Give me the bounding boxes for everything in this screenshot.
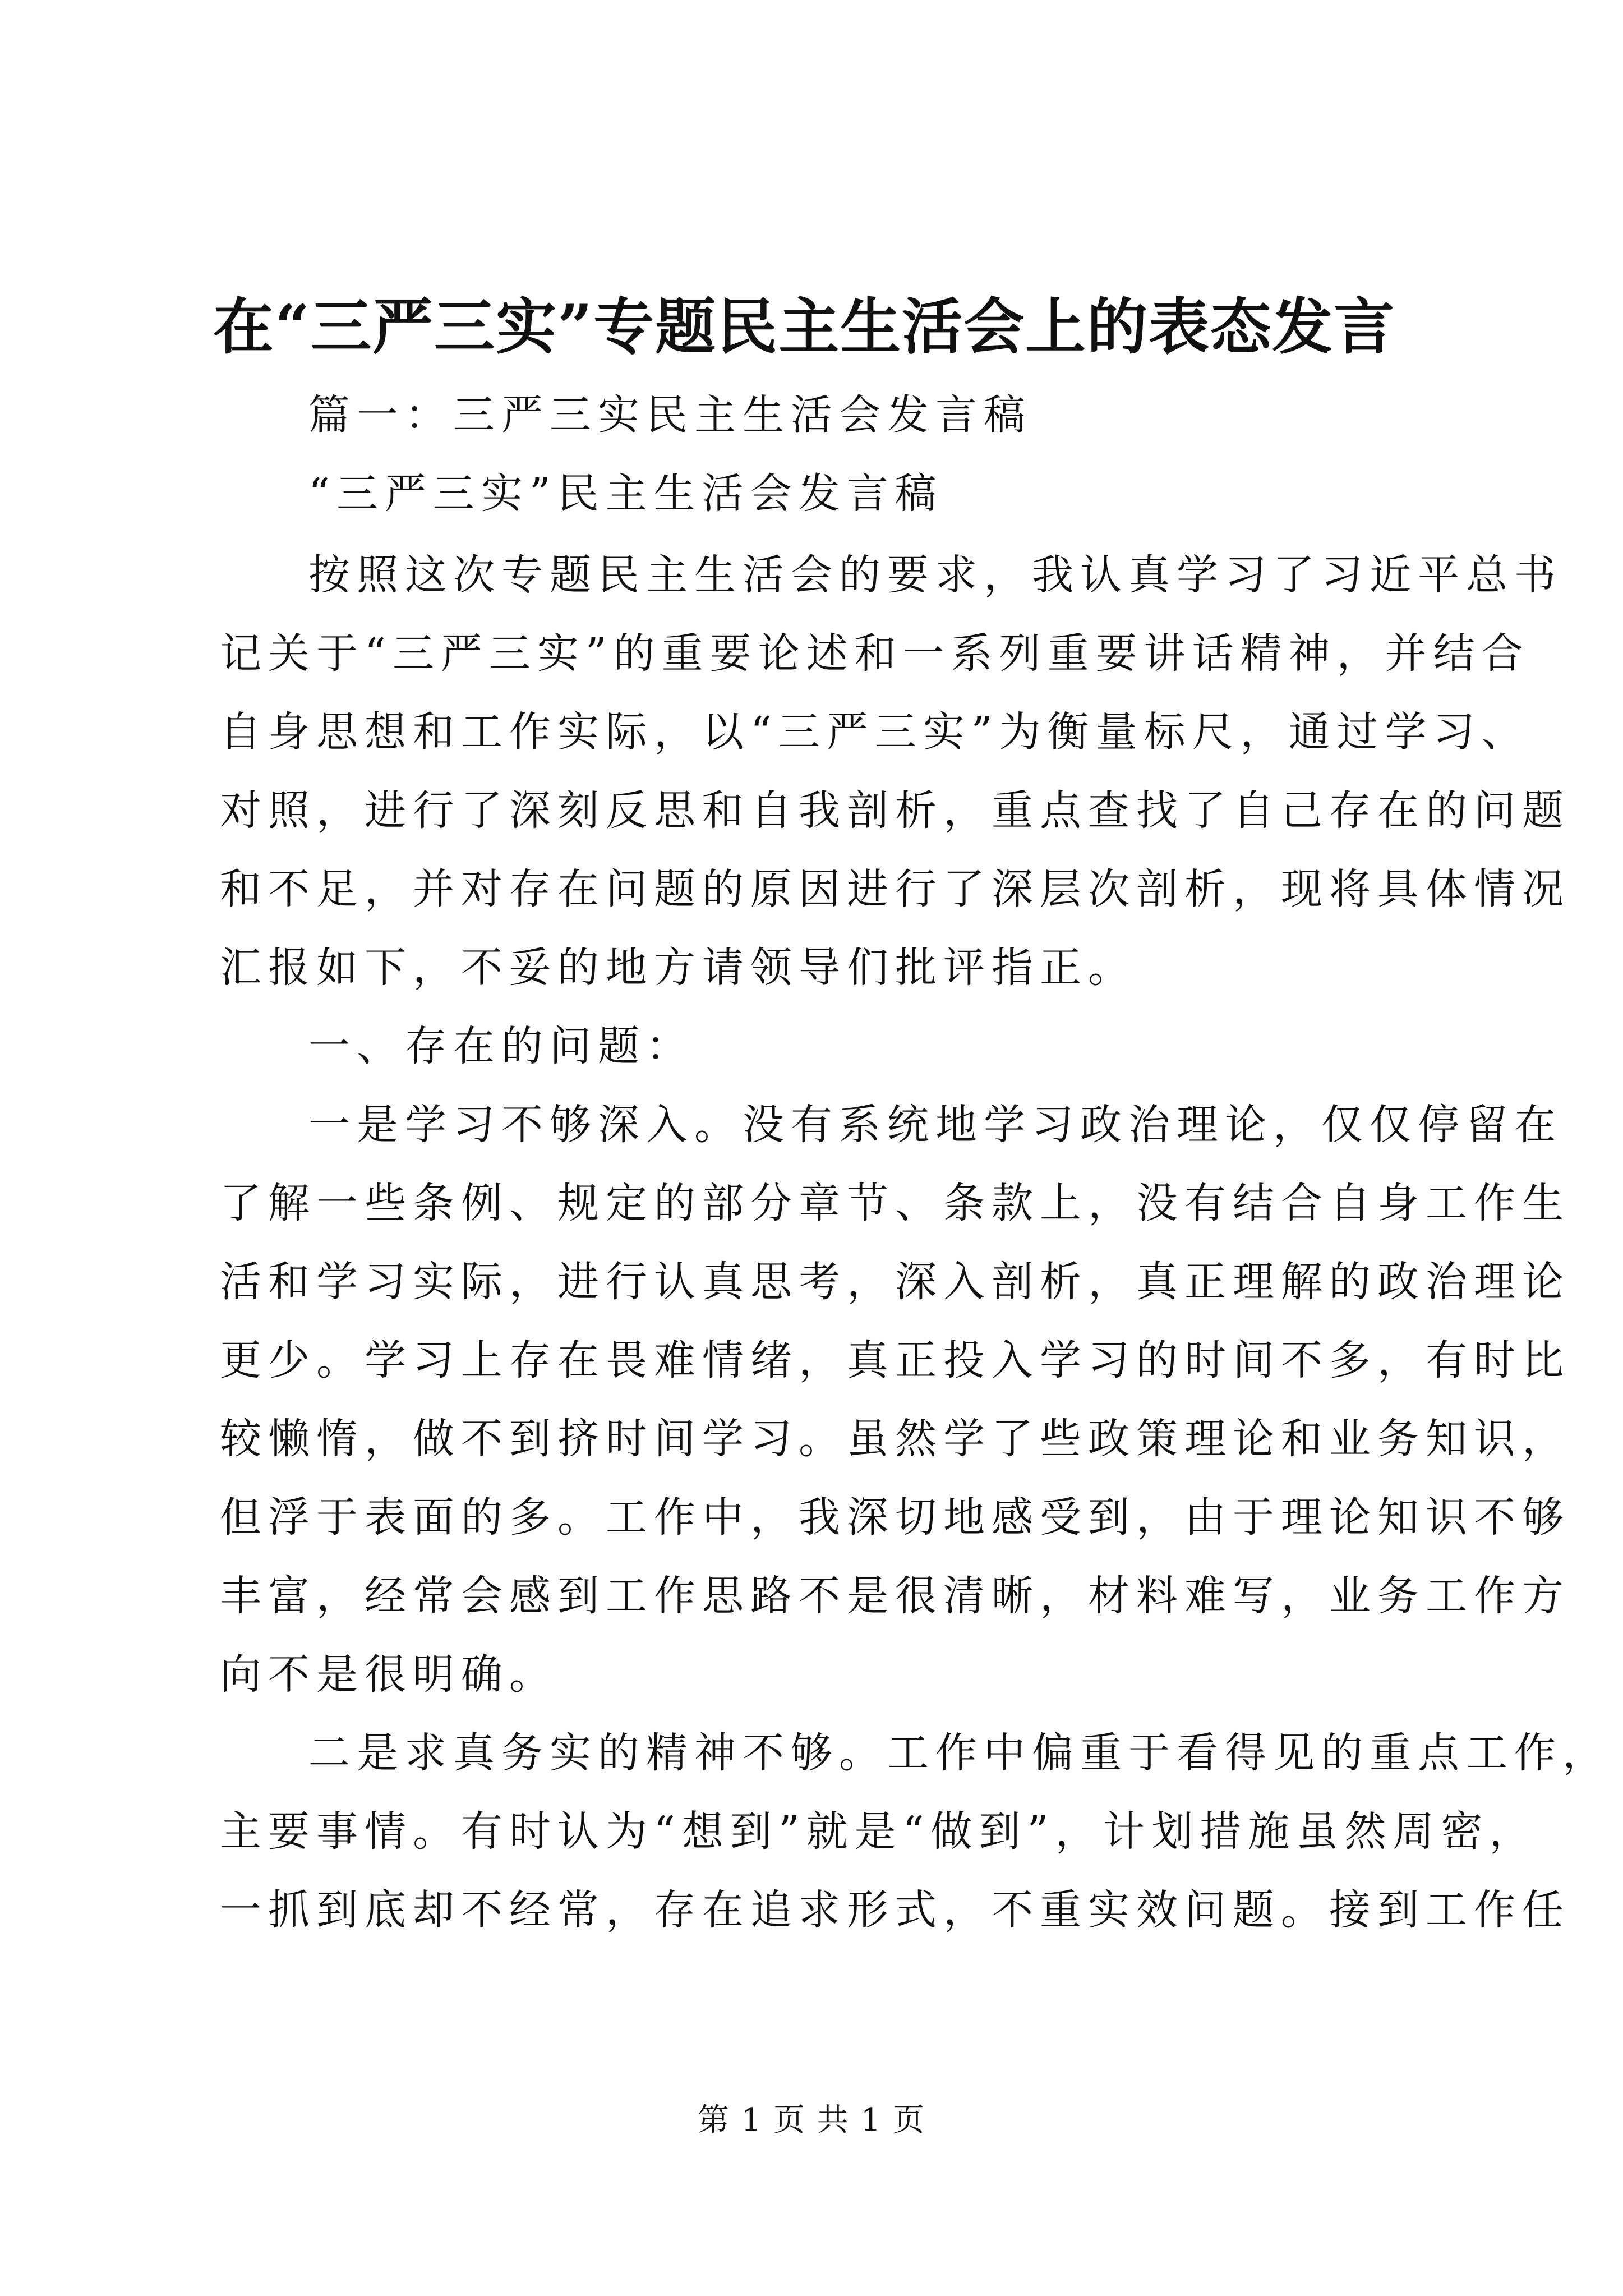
document-subtitle: 篇一：三严三实民主生活会发言稿 <box>308 391 1032 439</box>
page-footer: 第 1 页 共 1 页 <box>697 2102 926 2138</box>
paragraph-line: 主要事情。有时认为“想到”就是“做到”，计划措施虽然周密， <box>220 1807 1538 1856</box>
document-heading: “三严三实”民主生活会发言稿 <box>308 470 943 518</box>
document-title: 在“三严三实”专题民主生活会上的表态发言 <box>213 292 1396 362</box>
paragraph-line: 对照，进行了深刻反思和自我剖析，重点查找了自己存在的问题 <box>220 786 1570 835</box>
paragraph-line: 了解一些条例、规定的部分章节、条款上，没有结合自身工作生 <box>220 1179 1570 1227</box>
paragraph-line: 按照这次专题民主生活会的要求，我认真学习了习近平总书 <box>308 551 1562 599</box>
section-heading: 一、存在的问题： <box>308 1022 694 1070</box>
paragraph-line: 汇报如下，不妥的地方请领导们批评指正。 <box>220 944 1136 992</box>
paragraph-line: 向不是很明确。 <box>220 1650 557 1699</box>
paragraph-line: 记关于“三严三实”的重要论述和一系列重要讲话精神，并结合 <box>220 629 1530 678</box>
paragraph-line: 较懒惰，做不到挤时间学习。虽然学了些政策理论和业务知识， <box>220 1415 1570 1463</box>
paragraph-line: 但浮于表面的多。工作中，我深切地感受到，由于理论知识不够 <box>220 1493 1570 1542</box>
paragraph-line: 自身思想和工作实际，以“三严三实”为衡量标尺，通过学习、 <box>220 708 1530 756</box>
paragraph-line: 一是学习不够深入。没有系统地学习政治理论，仅仅停留在 <box>308 1101 1562 1149</box>
paragraph-line: 更少。学习上存在畏难情绪，真正投入学习的时间不多，有时比 <box>220 1336 1570 1384</box>
paragraph-line: 和不足，并对存在问题的原因进行了深层次剖析，现将具体情况 <box>220 865 1570 913</box>
paragraph-line: 二是求真务实的精神不够。工作中偏重于看得见的重点工作， <box>308 1729 1611 1777</box>
paragraph-line: 活和学习实际，进行认真思考，深入剖析，真正理解的政治理论 <box>220 1258 1570 1306</box>
paragraph-line: 一抓到底却不经常，存在追求形式，不重实效问题。接到工作任 <box>220 1886 1570 1934</box>
paragraph-line: 丰富，经常会感到工作思路不是很清晰，材料难写，业务工作方 <box>220 1572 1570 1620</box>
